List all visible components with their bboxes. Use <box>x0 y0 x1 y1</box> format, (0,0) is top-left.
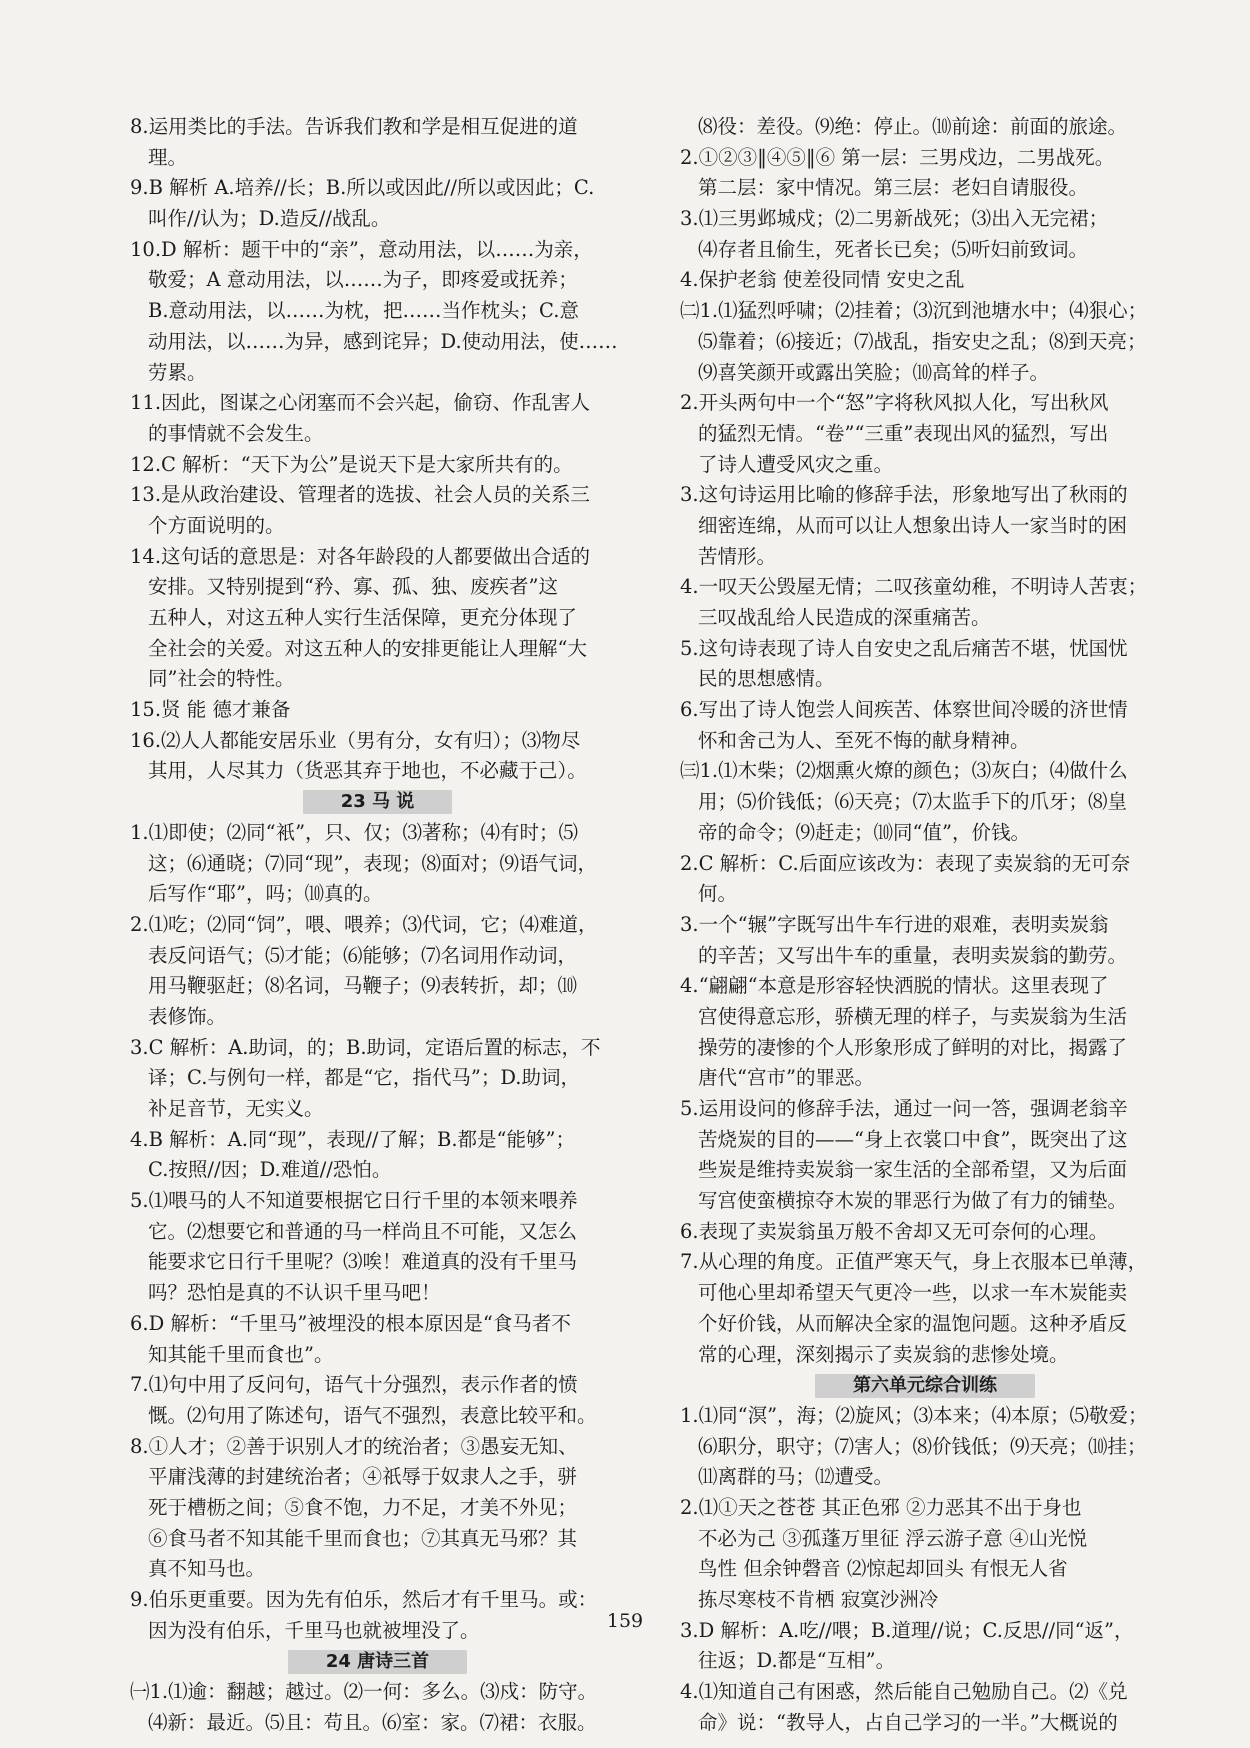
answer-line: 常的心理，深刻揭示了卖炭翁的悲惨处境。 <box>698 1342 1069 1366</box>
section-heading: 23 马 说 <box>303 790 453 814</box>
answer-line: 用马鞭驱赶；⑻名词，马鞭子；⑼表转折，却；⑽ <box>148 974 578 998</box>
answer-line: ㈡1.⑴猛烈呼啸；⑵挂着；⑶沉到池塘水中；⑷狠心； <box>680 299 1148 323</box>
answer-line: 其用，人尽其力（货恶其弃于地也，不必藏于己）。 <box>148 759 587 783</box>
answer-line: ⑷存者且偷生，死者长已矣；⑸听妇前致词。 <box>698 237 1089 261</box>
section-heading-wrap <box>130 787 625 818</box>
answer-line: ⑻役：差役。⑼绝：停止。⑽前途：前面的旅途。 <box>698 115 1128 138</box>
answer-line: 同”社会的特性。 <box>148 667 295 691</box>
answer-line: 全社会的关爱。对这五种人的安排更能让人理解“大 <box>148 636 587 660</box>
answer-line: ⑹职分，职守；⑺害人；⑻价钱低；⑼天亮；⑽挂； <box>698 1434 1147 1458</box>
answer-line: 个好价钱，从而解决全家的温饱问题。这种矛盾反 <box>698 1311 1128 1335</box>
right-column <box>680 112 1170 1738</box>
answer-line: 2.C 解析：C.后面应该改为：表现了卖炭翁的无可奈 <box>680 851 1131 875</box>
answer-line: 6.写出了诗人饱尝人间疾苦、体察世间冷暖的济世情 <box>680 698 1128 722</box>
answer-line: 命》说：“教导人，占自己学习的一半。”大概说的 <box>698 1710 1118 1734</box>
answer-line: 7.⑴句中用了反问句，语气十分强烈，表示作者的愤 <box>130 1373 578 1397</box>
answer-line: 安排。又特别提到“矜、寡、孤、独、废疾者”这 <box>148 575 558 599</box>
answer-line: 16.⑵人人都能安居乐业（男有分，女有归）；⑶物尽 <box>130 728 581 752</box>
answer-line: 12.C 解析：“天下为公”是说天下是大家所共有的。 <box>130 452 573 476</box>
answer-line: 4.“翩翩“本意是形容轻快洒脱的情状。这里表现了 <box>680 974 1109 998</box>
answer-line: 个方面说明的。 <box>148 513 285 537</box>
answer-line: ⑥食马者不知其能千里而食也；⑦其真无马邪？其 <box>148 1526 578 1550</box>
answer-line: 4.保护老翁 使差役同情 安史之乱 <box>680 268 965 292</box>
answer-line: 4.一叹天公毁屋无情；二叹孩童幼稚，不明诗人苦衷； <box>680 575 1148 599</box>
answer-line: 2.⑴①天之苍苍 其正色邪 ②力恶其不出于身也 <box>680 1495 1082 1519</box>
answer-line: 6.表现了卖炭翁虽万般不舍却又无可奈何的心理。 <box>680 1219 1109 1243</box>
answer-line: 知其能千里而食也”。 <box>148 1342 334 1366</box>
answer-line: 理。 <box>148 145 188 169</box>
answer-line: 的事情就不会发生。 <box>148 421 324 445</box>
answer-line: 补足音节，无实义。 <box>148 1097 324 1120</box>
answer-line: 13.是从政治建设、管理者的选拔、社会人员的关系三 <box>130 483 591 507</box>
answer-line: 3.⑴三男邺城戍；⑵二男新战死；⑶出入无完裙； <box>680 207 1109 231</box>
answer-line: 1.⑴同“溟”，海；⑵旋风；⑶本来；⑷本原；⑸敬爱； <box>680 1403 1148 1427</box>
page-number: 159 <box>606 1610 644 1632</box>
answer-line: 鸟性 但余钟磬音 ⑵惊起却回头 有恨无人省 <box>698 1557 1068 1581</box>
answer-line: 表修饰。 <box>148 1004 227 1028</box>
answer-line: 的猛烈无情。“卷”“三重”表现出风的猛烈，写出 <box>698 421 1109 445</box>
answer-line: ㈢1.⑴木柴；⑵烟熏火燎的颜色；⑶灰白；⑷做什么 <box>680 759 1128 783</box>
answer-line: 细密连绵，从而可以让人想象出诗人一家当时的困 <box>698 513 1128 537</box>
answer-line: 因为没有伯乐，千里马也就被埋没了。 <box>148 1618 480 1642</box>
answer-line: 这；⑹通晓；⑺同“现”，表现；⑻面对；⑼语气词， <box>148 851 597 875</box>
answer-line: 了诗人遭受风灾之重。 <box>698 452 894 476</box>
answer-line: 的辛苦；又写出牛车的重量，表明卖炭翁的勤劳。 <box>698 943 1128 967</box>
answer-line: 15.贤 能 德才兼备 <box>130 698 291 722</box>
answer-line: 4.B 解析：A.同“现”，表现//了解；B.都是“能够”； <box>130 1127 575 1151</box>
section-heading-wrap <box>130 1646 625 1677</box>
answer-line: 宫使得意忘形，骄横无理的样子，与卖炭翁为生活 <box>698 1004 1128 1028</box>
answer-line: 可他心里却希望天气更冷一些，以求一车木炭能卖 <box>698 1281 1128 1305</box>
answer-line: ⑸靠着；⑹接近；⑺战乱，指安史之乱；⑻到天亮； <box>698 329 1147 353</box>
answer-line: ⑾离群的马；⑿遭受。 <box>698 1465 894 1489</box>
answer-line: 5.⑴喂马的人不知道要根据它日行千里的本领来喂养 <box>130 1189 578 1213</box>
answer-line: 怀和舍己为人、至死不悔的献身精神。 <box>698 728 1030 752</box>
answer-line: 2.开头两句中一个“怒”字将秋风拟人化，写出秋风 <box>680 391 1109 415</box>
answer-line: 5.运用设问的修辞手法，通过一问一答，强调老翁辛 <box>680 1097 1128 1120</box>
section-heading: 第六单元综合训练 <box>815 1374 1035 1398</box>
answer-line: 拣尽寒枝不肯栖 寂寞沙洲冷 <box>698 1588 939 1611</box>
answer-line: ⑷新：最近。⑸且：苟且。⑹室：家。⑺裙：衣服。 <box>148 1710 597 1734</box>
answer-line: 能要求它日行千里呢？⑶唉！难道真的没有千里马 <box>148 1250 578 1274</box>
answer-line: C.按照//因；D.难道//恐怕。 <box>148 1158 392 1182</box>
answer-line: 9.B 解析 A.培养//长；B.所以或因此//所以或因此；C. <box>130 176 595 200</box>
answer-line: 14.这句话的意思是：对各年龄段的人都要做出合适的 <box>130 544 591 568</box>
left-column <box>130 112 625 1738</box>
answer-line: 敬爱；A 意动用法，以……为子，即疼爱或抚养； <box>148 268 578 292</box>
answer-line: 译；C.与例句一样，都是“它，指代马”；D.助词， <box>148 1066 580 1090</box>
answer-line: 8.①人才；②善于识别人才的统治者；③愚妄无知、 <box>130 1434 578 1458</box>
answer-line: 7.从心理的角度。正值严寒天气，身上衣服本已单薄， <box>680 1250 1148 1274</box>
section-heading-wrap <box>680 1370 1170 1401</box>
answer-line: 2.①②③‖④⑤‖⑥ 第一层：三男戍边，二男战死。 <box>680 145 1115 169</box>
answer-line: 1.⑴即使；⑵同“衹”，只、仅；⑶著称；⑷有时；⑸ <box>130 820 579 844</box>
answer-line: 不必为己 ③孤蓬万里征 浮云游子意 ④山光悦 <box>698 1526 1088 1550</box>
answer-line: 叫作//认为；D.造反//战乱。 <box>148 207 391 231</box>
answer-line: 平庸浅薄的封建统治者；④祇辱于奴隶人之手，骈 <box>148 1465 578 1489</box>
answer-line: 慨。⑵句用了陈述句，语气不强烈，表意比较平和。 <box>148 1403 597 1427</box>
answer-line: 民的思想感情。 <box>698 667 835 691</box>
answer-line: 用；⑸价钱低；⑹天亮；⑺太监手下的爪牙；⑻皇 <box>698 790 1128 814</box>
answer-line: 五种人，对这五种人实行生活保障，更充分体现了 <box>148 606 578 629</box>
answer-line: 第二层：家中情况。第三层：老妇自请服役。 <box>698 176 1089 200</box>
answer-line: 8.运用类比的手法。告诉我们教和学是相互促进的道 <box>130 115 578 138</box>
answer-line: 3.这句诗运用比喻的修辞手法，形象地写出了秋雨的 <box>680 483 1128 507</box>
answer-line: 动用法，以……为异，感到诧异；D.使动用法，使…… <box>148 329 618 353</box>
answer-line: 3.D 解析：A.吃//喂；B.道理//说；C.反思//同“返”， <box>680 1618 1134 1642</box>
answer-line: ⑼喜笑颜开或露出笑脸；⑽高耸的样子。 <box>698 360 1050 384</box>
answer-line: 3.一个“辗”字既写出牛车行进的艰难，表明卖炭翁 <box>680 912 1109 936</box>
answer-line: 操劳的凄惨的个人形象形成了鲜明的对比，揭露了 <box>698 1035 1128 1059</box>
answer-line: 死于槽枥之间；⑤食不饱，力不足，才美不外见； <box>148 1495 578 1519</box>
section-heading: 24 唐诗三首 <box>288 1650 467 1674</box>
answer-line: 往返；D.都是“互相”。 <box>698 1649 896 1673</box>
answer-line: 真不知马也。 <box>148 1557 266 1581</box>
answer-line: ㈠1.⑴逾：翻越；越过。⑵一何：多么。⑶戍：防守。 <box>130 1680 598 1704</box>
answer-line: 后写作“耶”，吗；⑽真的。 <box>148 882 383 906</box>
answer-line: 6.D 解析：“千里马”被埋没的根本原因是“食马者不 <box>130 1311 571 1335</box>
answer-line: 3.C 解析：A.助词，的；B.助词，定语后置的标志，不 <box>130 1035 601 1059</box>
answer-line: 4.⑴知道自己有困惑，然后能自己勉励自己。⑵《兑 <box>680 1680 1128 1704</box>
answer-line: B.意动用法，以……为枕，把……当作枕头；C.意 <box>148 299 579 323</box>
answer-line: 表反问语气；⑸才能；⑹能够；⑺名词用作动词， <box>148 943 578 967</box>
answer-line: 三叹战乱给人民造成的深重痛苦。 <box>698 606 991 629</box>
answer-line: 劳累。 <box>148 360 207 384</box>
answer-line: 帝的命令；⑼赶走；⑽同“值”，价钱。 <box>698 820 1030 844</box>
answer-line: 苦烧炭的目的——“身上衣裳口中食”，既突出了这 <box>698 1127 1128 1151</box>
answer-line: 苦情形。 <box>698 544 777 568</box>
answer-line: 10.D 解析：题干中的“亲”，意动用法，以……为亲， <box>130 237 593 261</box>
answer-line: 5.这句诗表现了诗人自安史之乱后痛苦不堪，忧国忧 <box>680 636 1128 660</box>
answer-line: 唐代“宫市”的罪恶。 <box>698 1066 874 1090</box>
answer-line: 9.伯乐更重要。因为先有伯乐，然后才有千里马。或： <box>130 1588 598 1611</box>
answer-line: 些炭是维持卖炭翁一家生活的全部希望，又为后面 <box>698 1158 1128 1182</box>
answer-line: 它。⑵想要它和普通的马一样尚且不可能，又怎么 <box>148 1219 578 1243</box>
answer-line: 写宫使蛮横掠夺木炭的罪恶行为做了有力的铺垫。 <box>698 1189 1128 1213</box>
answer-line: 吗？恐怕是真的不认识千里马吧！ <box>148 1281 441 1305</box>
answer-line: 何。 <box>698 882 738 906</box>
answer-line: 2.⑴吃；⑵同“饲”，喂、喂养；⑶代词，它；⑷难道， <box>130 912 598 936</box>
answer-line: 11.因此，图谋之心闭塞而不会兴起，偷窃、作乱害人 <box>130 391 591 415</box>
